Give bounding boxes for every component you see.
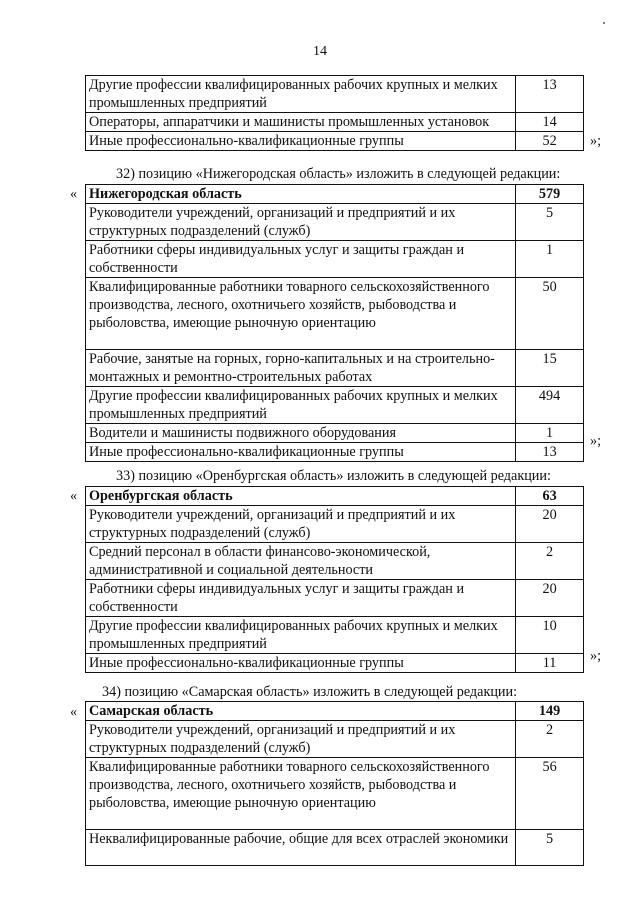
row-label: Квалифицированные работники товарного сельскохозяйственного производства, лесного, охотничьего хозяйств, рыбоводства и рыболовства, имеющие рыночную ориентацию bbox=[86, 758, 516, 830]
row-value: 1 bbox=[516, 424, 584, 443]
table-row bbox=[86, 654, 584, 673]
opening-quote: « bbox=[70, 704, 78, 720]
opening-quote: « bbox=[70, 186, 78, 202]
row-label: Руководители учреждений, организаций и предприятий и их структурных подразделений (служб) bbox=[86, 506, 516, 543]
row-value: 11 bbox=[516, 654, 584, 673]
table-row bbox=[86, 721, 584, 758]
row-value: 20 bbox=[516, 580, 584, 617]
table-header-row bbox=[86, 487, 584, 506]
region-name: Нижегородская область bbox=[86, 185, 516, 204]
row-value: 1 bbox=[516, 241, 584, 278]
row-value: 494 bbox=[516, 387, 584, 424]
row-value: 56 bbox=[516, 758, 584, 830]
row-label: Другие профессии квалифицированных рабочих крупных и мелких промышленных предприятий bbox=[86, 76, 516, 113]
row-value: 5 bbox=[516, 830, 584, 866]
region-name: Самарская область bbox=[86, 702, 516, 721]
row-value: 10 bbox=[516, 617, 584, 654]
table-row bbox=[86, 350, 584, 387]
table-row bbox=[86, 204, 584, 241]
row-label: Руководители учреждений, организаций и предприятий и их структурных подразделений (служб) bbox=[86, 721, 516, 758]
row-label: Рабочие, занятые на горных, горно-капитальных и на строительно-монтажных и ремонтно-строительных работах bbox=[86, 350, 516, 387]
table-samarskaya bbox=[85, 701, 584, 866]
region-total: 579 bbox=[516, 185, 584, 204]
row-label: Работники сферы индивидуальных услуг и защиты граждан и собственности bbox=[86, 580, 516, 617]
opening-quote: « bbox=[70, 488, 78, 504]
table-row bbox=[86, 241, 584, 278]
section-33-intro: 33) позицию «Оренбургская область» изложить в следующей редакции: bbox=[116, 468, 551, 484]
table-continuation bbox=[85, 75, 584, 151]
closing-quote: »; bbox=[590, 433, 602, 449]
row-value: 2 bbox=[516, 543, 584, 580]
row-label: Неквалифицированные рабочие, общие для всех отраслей экономики bbox=[86, 830, 516, 866]
table-row bbox=[86, 424, 584, 443]
closing-quote: »; bbox=[590, 648, 602, 664]
scan-speck bbox=[603, 22, 605, 24]
table-row bbox=[86, 580, 584, 617]
region-total: 63 bbox=[516, 487, 584, 506]
row-value: 13 bbox=[516, 76, 584, 113]
table-row bbox=[86, 132, 584, 151]
row-value: 52 bbox=[516, 132, 584, 151]
table-row bbox=[86, 617, 584, 654]
row-label: Операторы, аппаратчики и машинисты промышленных установок bbox=[86, 113, 516, 132]
table-row bbox=[86, 543, 584, 580]
table-row bbox=[86, 387, 584, 424]
row-label: Квалифицированные работники товарного сельскохозяйственного производства, лесного, охотничьего хозяйств, рыбоводства и рыболовства, имеющие рыночную ориентацию bbox=[86, 278, 516, 350]
row-label: Другие профессии квалифицированных рабочих крупных и мелких промышленных предприятий bbox=[86, 617, 516, 654]
row-value: 15 bbox=[516, 350, 584, 387]
row-label: Иные профессионально-квалификационные группы bbox=[86, 132, 516, 151]
closing-quote: »; bbox=[590, 133, 602, 149]
table-row bbox=[86, 758, 584, 830]
row-label: Иные профессионально-квалификационные группы bbox=[86, 654, 516, 673]
row-value: 2 bbox=[516, 721, 584, 758]
table-row bbox=[86, 76, 584, 113]
row-label: Водители и машинисты подвижного оборудования bbox=[86, 424, 516, 443]
row-label: Средний персонал в области финансово-экономической, административной и социальной деятельности bbox=[86, 543, 516, 580]
row-value: 5 bbox=[516, 204, 584, 241]
row-value: 13 bbox=[516, 443, 584, 462]
table-row bbox=[86, 278, 584, 350]
table-orenburgskaya bbox=[85, 486, 584, 673]
table-header-row bbox=[86, 185, 584, 204]
region-total: 149 bbox=[516, 702, 584, 721]
table-row bbox=[86, 113, 584, 132]
table-row bbox=[86, 830, 584, 866]
row-label: Руководители учреждений, организаций и предприятий и их структурных подразделений (служб) bbox=[86, 204, 516, 241]
row-label: Работники сферы индивидуальных услуг и защиты граждан и собственности bbox=[86, 241, 516, 278]
region-name: Оренбургская область bbox=[86, 487, 516, 506]
section-34-intro: 34) позицию «Самарская область» изложить в следующей редакции: bbox=[102, 684, 518, 700]
row-value: 50 bbox=[516, 278, 584, 350]
table-header-row bbox=[86, 702, 584, 721]
section-32-intro: 32) позицию «Нижегородская область» изложить в следующей редакции: bbox=[116, 166, 561, 182]
table-row bbox=[86, 443, 584, 462]
page-number: 14 bbox=[313, 44, 327, 59]
row-value: 14 bbox=[516, 113, 584, 132]
row-label: Иные профессионально-квалификационные группы bbox=[86, 443, 516, 462]
row-label: Другие профессии квалифицированных рабочих крупных и мелких промышленных предприятий bbox=[86, 387, 516, 424]
table-nizhegorodskaya bbox=[85, 184, 584, 462]
table-row bbox=[86, 506, 584, 543]
row-value: 20 bbox=[516, 506, 584, 543]
